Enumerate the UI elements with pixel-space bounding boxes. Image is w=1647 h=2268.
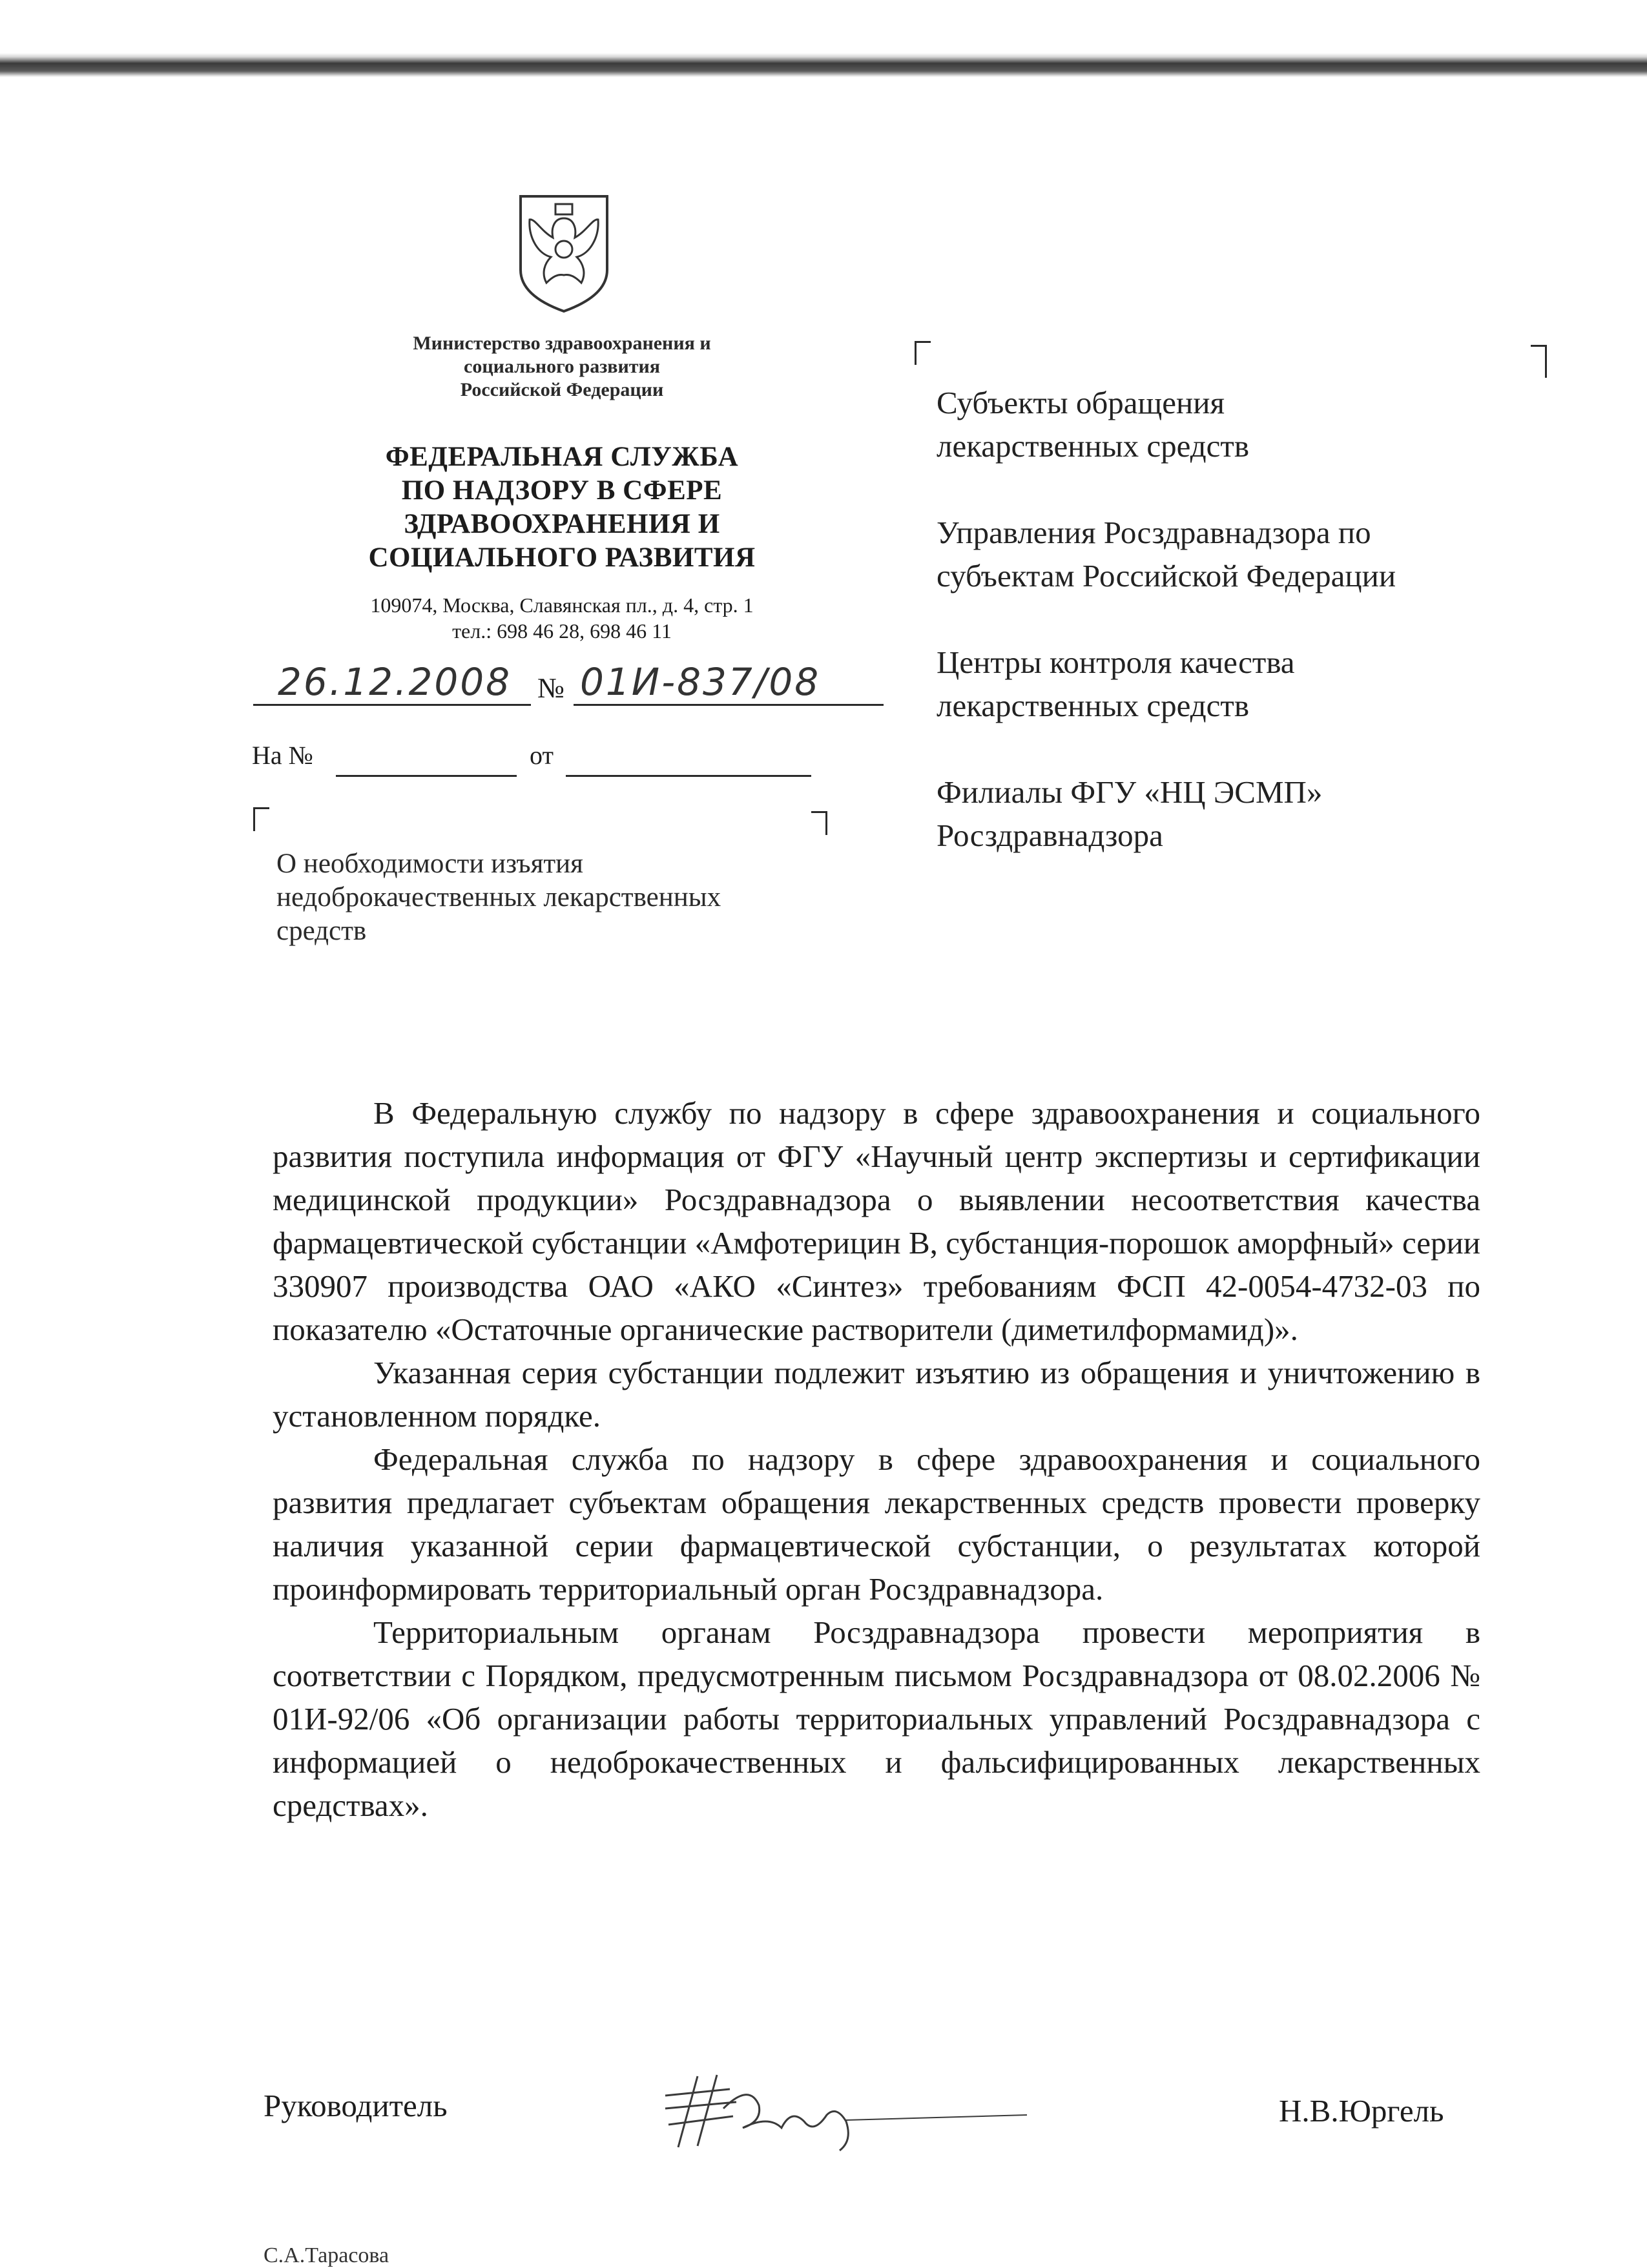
addressee-line: Филиалы ФГУ «НЦ ЭСМП» <box>937 774 1323 810</box>
ministry-name <box>336 332 788 402</box>
addressee <box>937 641 1518 727</box>
ministry-line: социального развития <box>464 356 660 377</box>
subject-line: О необходимости изъятия <box>276 849 583 879</box>
coat-of-arms-icon <box>515 192 612 315</box>
subject <box>276 847 845 948</box>
addressee-line: лекарственных средств <box>937 688 1249 723</box>
address-line: 109074, Москва, Славянская пл., д. 4, стр. 1 <box>370 593 754 617</box>
addressee-line: лекарственных средств <box>937 428 1249 464</box>
addressee <box>937 770 1518 857</box>
letter-body <box>273 1091 1480 1827</box>
addressee-bracket-left <box>915 341 931 365</box>
addressee-line: Субъекты обращения <box>937 385 1225 420</box>
body-paragraph: Территориальным органам Росздравнадзора провести мероприятия в соответствии с Порядком, предусмотренным письмом Росздравнадзора от 08.02.2006 № 01И-92/06 «Об организации работы территориальных управлений Росздравнадзора с информацией о недоброкачественных и фальсифицированных лекарственных средствах». <box>273 1614 1480 1823</box>
addressee-bracket-right <box>1531 345 1547 378</box>
reply-date-line <box>566 775 811 777</box>
addressee-line: Управления Росздравнадзора по <box>937 515 1371 550</box>
scan-edge <box>0 0 1647 77</box>
addressee-line: Росздравнадзора <box>937 818 1163 853</box>
handwritten-signature-icon <box>652 2070 1033 2154</box>
service-name <box>310 440 814 575</box>
addressee-line: субъектам Российской Федерации <box>937 558 1396 593</box>
addressee-line: Центры контроля качества <box>937 644 1295 680</box>
addressee <box>937 381 1518 468</box>
addressee-list <box>937 381 1518 900</box>
subject-line: средств <box>276 916 367 946</box>
body-paragraph: В Федеральную службу по надзору в сфере здравоохранения и социального развития поступила информация от ФГУ «Научный центр экспертизы и сертификации медицинской продукции» Росздравнадзора о выявлении несоответствия качества фармацевтической субстанции «Амфотерицин В, субстанция-порошок аморфный» серии 330907 производства ОАО «АКО «Синтез» требованиям ФСП 42-0054-4732-03 по показателю «Остаточные органические растворители (диметилформамид)». <box>273 1095 1480 1347</box>
subject-bracket-right <box>811 811 827 835</box>
address-line: тел.: 698 46 28, 698 46 11 <box>452 619 672 643</box>
service-line: СОЦИАЛЬНОГО РАЗВИТИЯ <box>368 542 756 573</box>
signatory-name: Н.В.Юргель <box>1279 2093 1444 2129</box>
subject-line: недоброкачественных лекарственных <box>276 882 721 912</box>
reply-number-line <box>336 775 517 777</box>
number-underline <box>574 704 884 706</box>
service-line: ЗДРАВООХРАНЕНИЯ И <box>404 509 720 539</box>
ministry-line: Российской Федерации <box>460 379 664 400</box>
reply-prefix: На № <box>252 741 313 770</box>
service-line: ПО НАДЗОРУ В СФЕРЕ <box>401 475 723 506</box>
signatory-title: Руководитель <box>264 2088 448 2123</box>
number-sign: № <box>537 672 565 704</box>
service-address <box>310 592 814 644</box>
registration-number: 01И-837/08 <box>580 660 821 704</box>
executor-name: С.А.Тарасова <box>264 2243 389 2267</box>
subject-bracket-left <box>253 807 269 831</box>
body-paragraph: Федеральная служба по надзору в сфере здравоохранения и социального развития предлагает субъектам обращения лекарственных средств провести проверку наличия указанной серии фармацевтической субстанции, о результатах которой проинформировать территориальный орган Росздравнадзора. <box>273 1441 1480 1607</box>
ministry-line: Министерство здравоохранения и <box>413 333 711 354</box>
reply-from: от <box>530 741 554 770</box>
body-paragraph: Указанная серия субстанции подлежит изъятию из обращения и уничтожению в установленном порядке. <box>273 1355 1480 1434</box>
date-underline <box>253 704 531 706</box>
registration-date: 26.12.2008 <box>278 660 512 704</box>
service-line: ФЕДЕРАЛЬНАЯ СЛУЖБА <box>385 442 739 472</box>
addressee <box>937 511 1518 597</box>
